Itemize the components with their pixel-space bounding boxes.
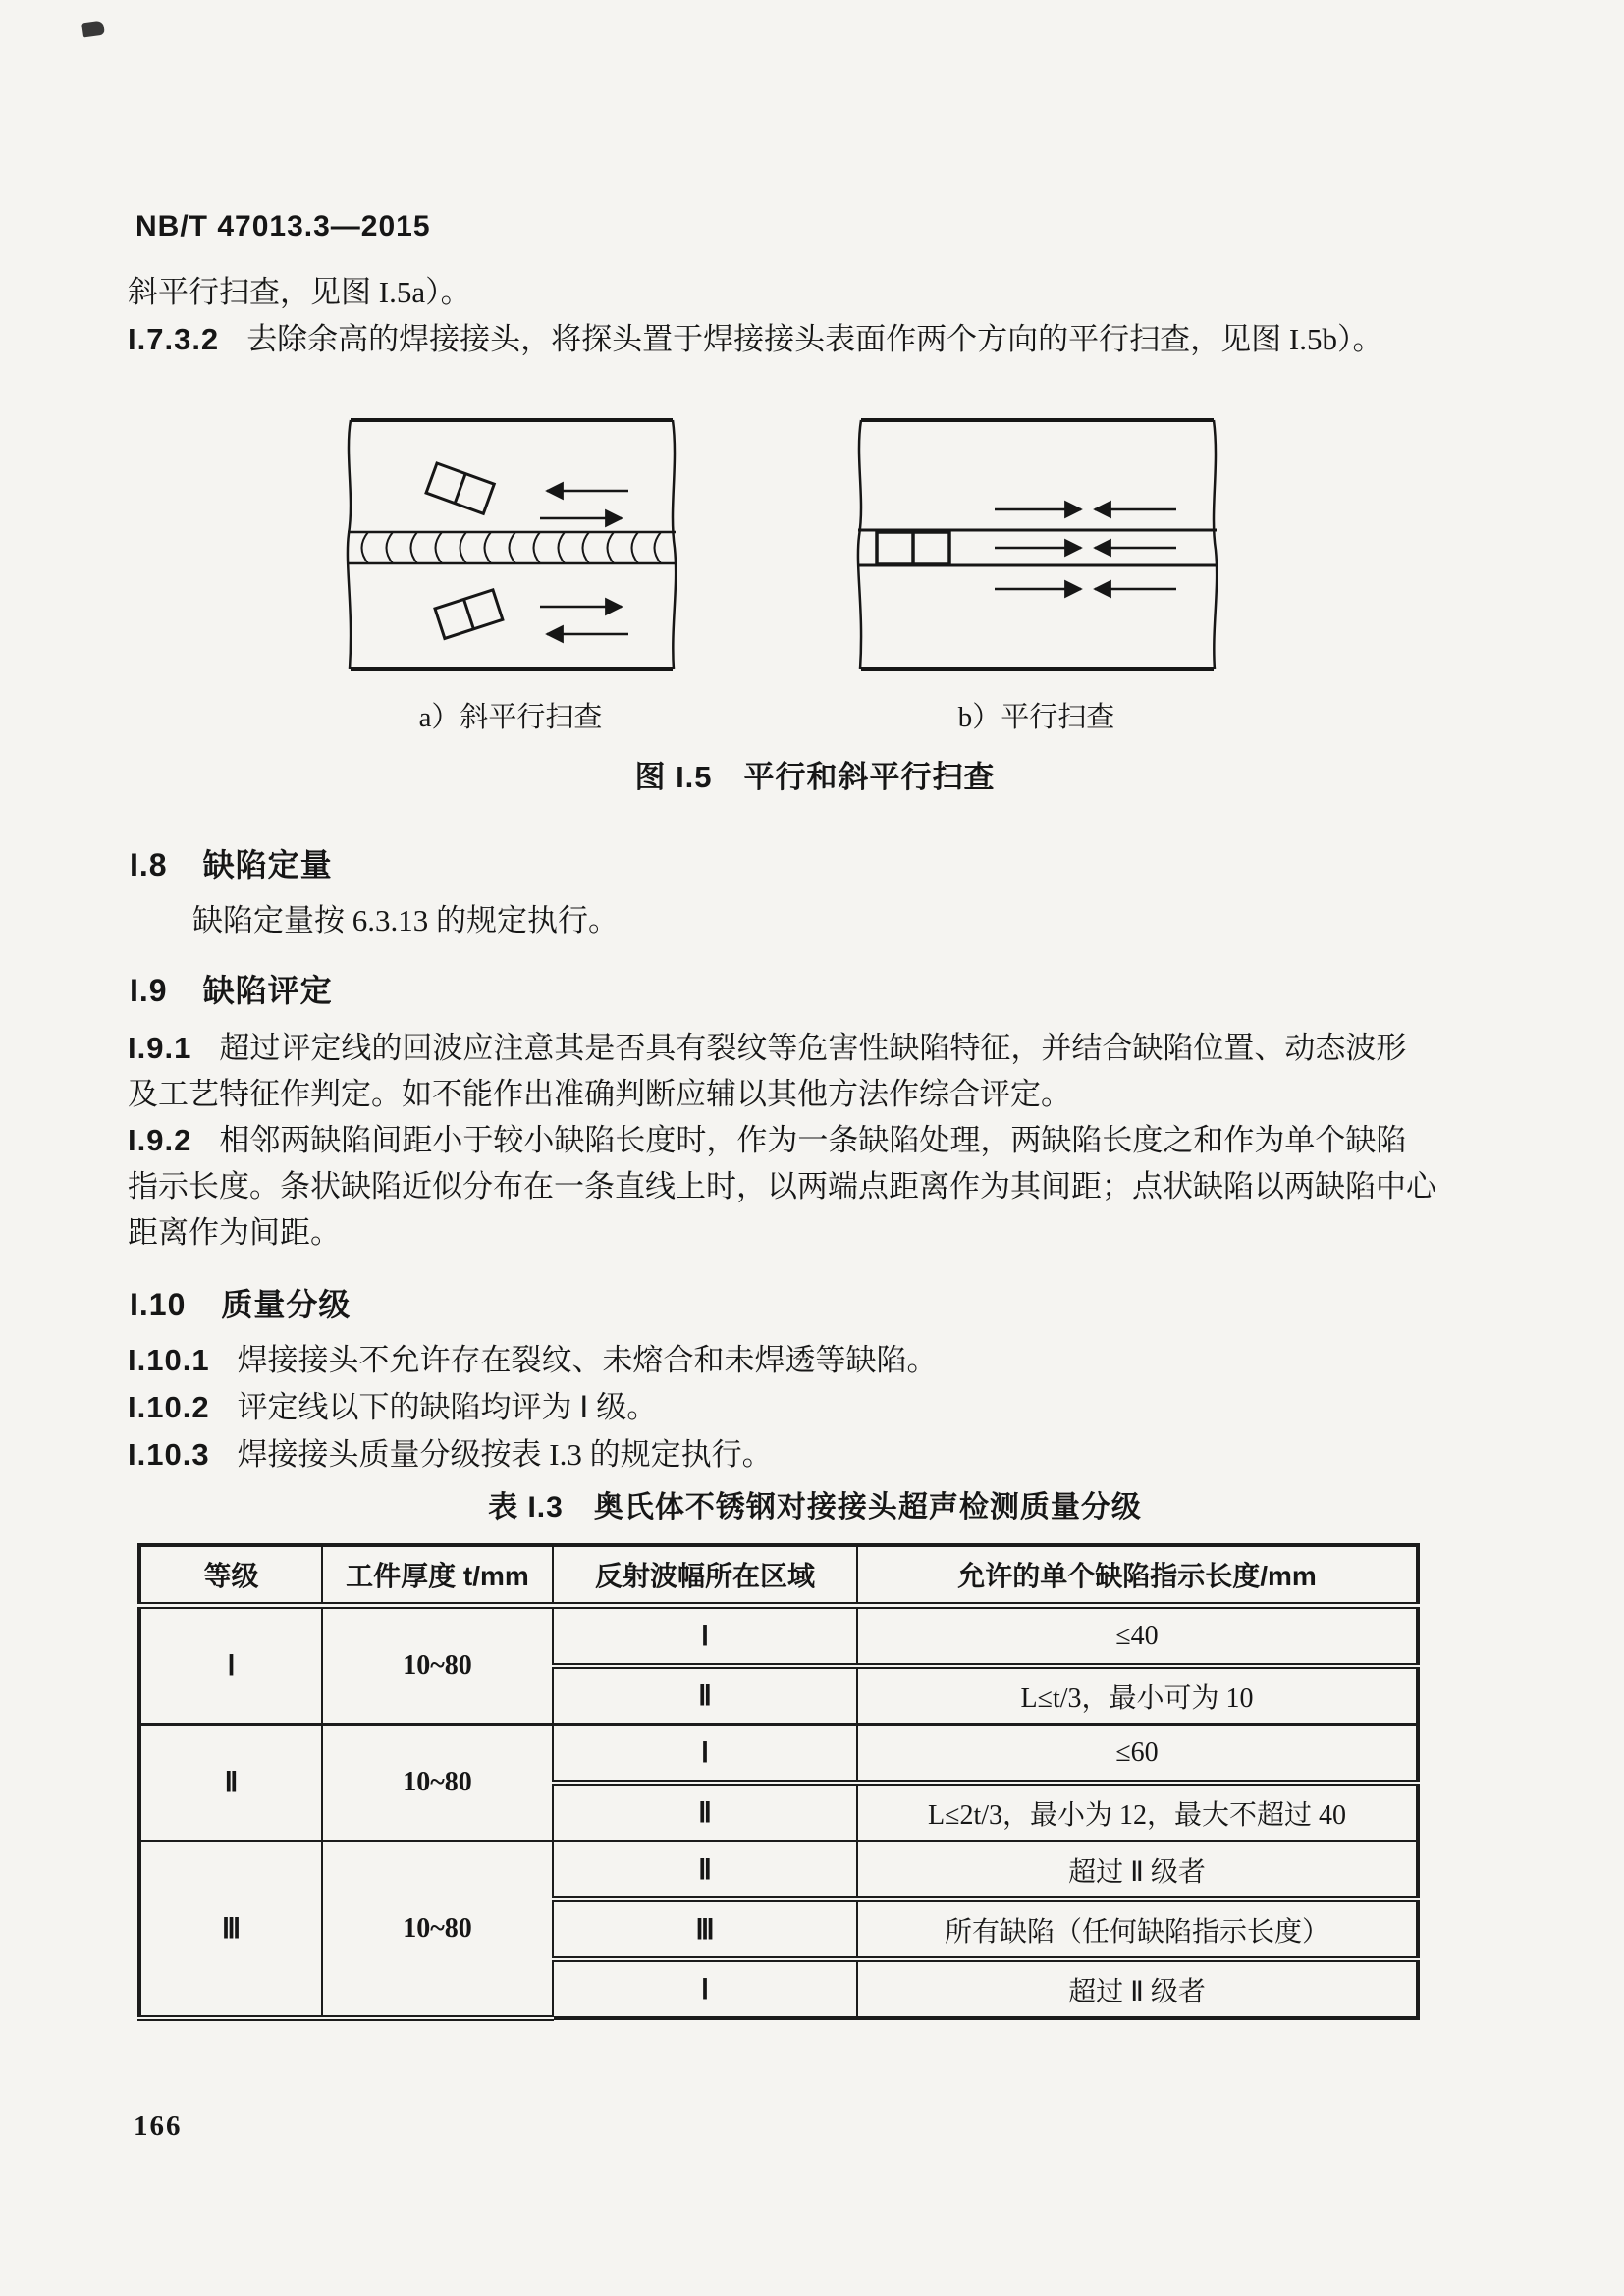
clause-text: 去除余高的焊接接头，将探头置于焊接接头表面作两个方向的平行扫查，见图 I.5b）。 [246, 322, 1383, 356]
clause-number: I.9.2 [128, 1123, 192, 1157]
figure-caption-b: b）平行扫查 [957, 702, 1115, 733]
clause-number: I.10.2 [128, 1390, 210, 1424]
clause-text: 焊接接头质量分级按表 I.3 的规定执行。 [237, 1437, 773, 1471]
clause-text: 评定线以下的缺陷均评为 Ⅰ 级。 [237, 1390, 658, 1424]
limit-cell: 所有缺陷（任何缺陷指示长度） [857, 1899, 1418, 1959]
table-row [139, 1842, 1418, 1900]
thickness-cell: 10~80 [322, 1842, 553, 2019]
clause-number: I.7.3.2 [128, 322, 220, 356]
limit-cell: L≤2t/3，最小为 12，最大不超过 40 [857, 1783, 1418, 1842]
table-title: 表 I.3 奥氏体不锈钢对接接头超声检测质量分级 [488, 1491, 1142, 1523]
grade-cell: Ⅱ [139, 1725, 322, 1842]
zone-cell: Ⅱ [553, 1783, 857, 1842]
zone-cell: Ⅰ [553, 1959, 857, 2018]
clause-i92-line3: 距离作为间距。 [128, 1215, 341, 1250]
column-header-limit: 允许的单个缺陷指示长度/mm [857, 1545, 1418, 1606]
figure-caption-a: a）斜平行扫查 [418, 702, 603, 733]
zone-cell: Ⅱ [553, 1666, 857, 1725]
angle-probe-icon [426, 463, 494, 513]
section-number: I.9 [130, 973, 168, 1008]
column-header-thickness: 工件厚度 t/mm [322, 1545, 553, 1606]
clause-i91-line1 [128, 1029, 1406, 1068]
limit-cell: ≤60 [857, 1725, 1418, 1784]
section-title: 质量分级 [221, 1287, 352, 1322]
thickness-cell: 10~80 [322, 1606, 553, 1725]
scan-direction-arrows [995, 509, 1176, 589]
clause-i92-line1 [128, 1121, 1406, 1160]
clause-text: 相邻两缺陷间距小于较小缺陷长度时，作为一条缺陷处理，两缺陷长度之和作为单个缺陷 [219, 1123, 1407, 1157]
clause-number: I.10.1 [128, 1343, 210, 1377]
section-title: 缺陷定量 [202, 847, 333, 882]
clause-text: 超过评定线的回波应注意其是否具有裂纹等危害性缺陷特征，并结合缺陷位置、动态波形 [219, 1031, 1407, 1065]
thickness-cell: 10~80 [322, 1725, 553, 1842]
section-heading-i10 [130, 1280, 351, 1325]
clause-number: I.9.1 [128, 1031, 192, 1065]
weld-seam-icon [348, 532, 676, 563]
angle-probe-icon [435, 590, 503, 639]
grade-cell: Ⅰ [139, 1606, 322, 1725]
table-header-row [139, 1545, 1418, 1606]
grade-cell: Ⅲ [139, 1842, 322, 2019]
section-number: I.10 [130, 1287, 187, 1322]
zone-cell: Ⅰ [553, 1725, 857, 1784]
section-number: I.8 [130, 847, 168, 882]
clause-number: I.10.3 [128, 1437, 210, 1471]
limit-cell: ≤40 [857, 1606, 1418, 1667]
paragraph-line: 斜平行扫查，见图 I.5a）。 [128, 275, 471, 309]
column-header-zone: 反射波幅所在区域 [553, 1545, 857, 1606]
clause-i92-line2: 指示长度。条状缺陷近似分布在一条直线上时，以两端点距离作为其间距；点状缺陷以两缺陷中心 [128, 1169, 1436, 1203]
straight-probe-icon [877, 532, 949, 564]
quality-grading-table [137, 1543, 1420, 2021]
limit-cell: 超过 Ⅱ 级者 [857, 1842, 1418, 1900]
clause-i102 [128, 1388, 657, 1427]
clause-text: 焊接接头不允许存在裂纹、未熔合和未焊透等缺陷。 [237, 1343, 938, 1377]
limit-cell: L≤t/3，最小可为 10 [857, 1666, 1418, 1725]
column-header-grade: 等级 [139, 1545, 322, 1606]
clause-i103 [128, 1435, 773, 1474]
clause-i91-line2: 及工艺特征作判定。如不能作出准确判断应辅以其他方法作综合评定。 [128, 1077, 1071, 1111]
clause-i732 [128, 320, 1383, 359]
parallel-scan-diagram [847, 414, 1225, 675]
section-body-i8: 缺陷定量按 6.3.13 的规定执行。 [192, 903, 619, 937]
scan-smudge-mark [81, 21, 105, 38]
zone-cell: Ⅱ [553, 1842, 857, 1900]
section-heading-i9 [130, 966, 333, 1011]
document-code: NB/T 47013.3—2015 [135, 210, 431, 242]
clause-i101 [128, 1341, 938, 1380]
table-row [139, 1606, 1418, 1667]
page-number: 166 [134, 2110, 183, 2142]
oblique-parallel-scan-diagram [339, 414, 682, 675]
table-row [139, 1725, 1418, 1784]
zone-cell: Ⅲ [553, 1899, 857, 1959]
section-title: 缺陷评定 [202, 973, 333, 1008]
figure-title: 图 I.5 平行和斜平行扫查 [634, 760, 996, 794]
zone-cell: Ⅰ [553, 1606, 857, 1667]
limit-cell: 超过 Ⅱ 级者 [857, 1959, 1418, 2018]
section-heading-i8 [130, 840, 333, 885]
plate-outline-icon [348, 420, 676, 669]
